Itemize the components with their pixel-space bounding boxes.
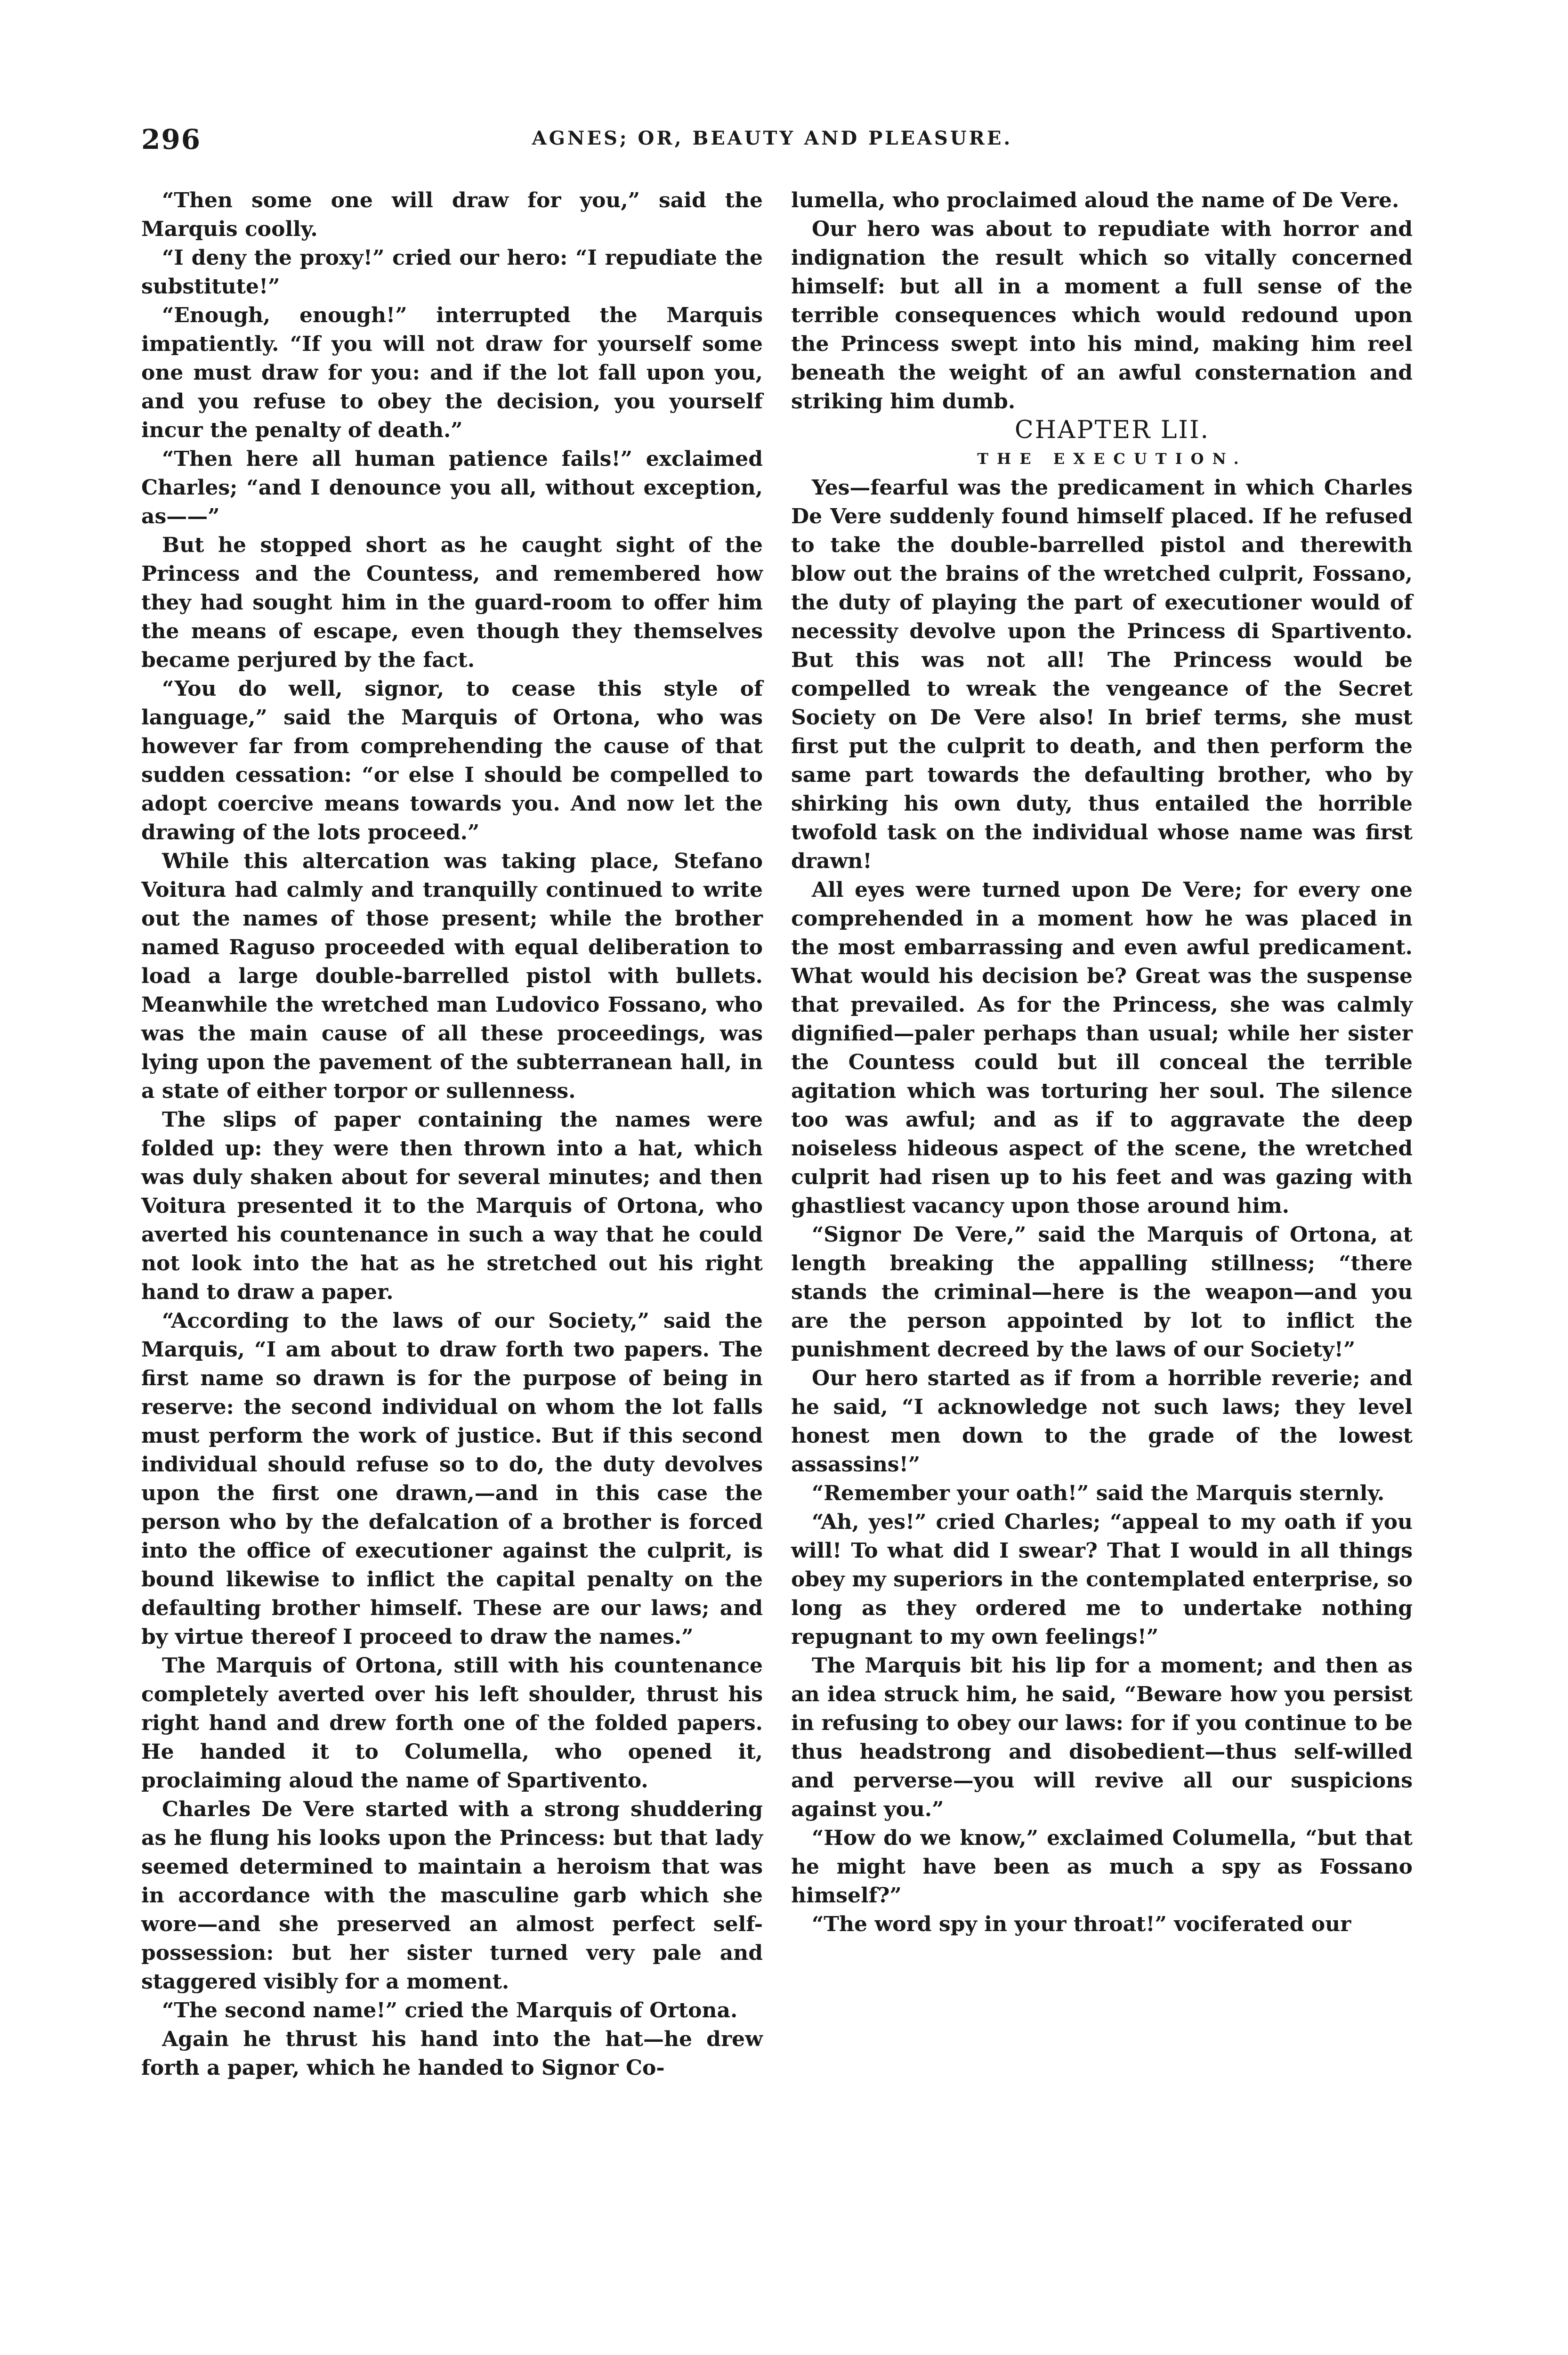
- paragraph: “According to the laws of our Society,” said the Marquis, “I am about to draw forth two papers. The first name so drawn is for the purpose of being in reserve: the second individual on whom the lot falls must perform the work of justice. But if this second individual should refuse so to do, the duty devolves upon the first one drawn,—and in this case the person who by the defalcation of a brother is forced into the office of executioner against the culprit, is bound likewise to inflict the capital penalty on the defaulting brother himself. These are our laws; and by virtue thereof I proceed to draw the names.”: [141, 1309, 763, 1649]
- paragraph: While this altercation was taking place, Stefano Voitura had calmly and tranquilly continued to write out the names of those present; while the brother named Raguso proceeded with equal deliberation to load a large double-barrelled pistol with bullets. Meanwhile the wretched man Ludovico Fossano, who was the main cause of all these proceedings, was lying upon the pavement of the subterranean hall, in a state of either torpor or sullenness.: [141, 849, 763, 1103]
- paragraph: “Remember your oath!” said the Marquis sternly.: [812, 1481, 1385, 1505]
- left-column: [141, 186, 763, 2082]
- paragraph: The Marquis of Ortona, still with his countenance completely averted over his left shoulder, thrust his right hand and drew forth one of the folded papers. He handed it to Columella, who opened it, proclaiming aloud the name of Spartivento.: [141, 1654, 763, 1793]
- paragraph: “The word spy in your throat!” vociferated our: [812, 1912, 1351, 1936]
- paragraph: The Marquis bit his lip for a moment; and then as an idea struck him, he said, “Beware how you persist in refusing to obey our laws: for if you continue to be thus headstrong and disobedient—thus self-willed and perverse—you will revive all our suspicions against you.”: [791, 1654, 1413, 1821]
- paragraph: “Then some one will draw for you,” said the Marquis coolly.: [141, 188, 763, 241]
- paragraph: Yes—fearful was the predicament in which Charles De Vere suddenly found himself placed. If he refused to take the double-barrelled pistol and therewith blow out the brains of the wretched culprit, Fossano, the duty of playing the part of executioner would of necessity devolve upon the Princess di Spartivento. But this was not all! The Princess would be compelled to wreak the vengeance of the Secret Society on De Vere also! In brief terms, she must first put the culprit to death, and then perform the same part towards the defaulting brother, who by shirking his own duty, thus entailed the horrible twofold task on the individual whose name was first drawn!: [791, 476, 1413, 873]
- paragraph: All eyes were turned upon De Vere; for every one comprehended in a moment how he was placed in the most embarrassing and even awful predicament. What would his decision be? Great was the suspense that prevailed. As for the Princess, she was calmly dignified—paler perhaps than usual; while her sister the Countess could but ill conceal the terrible agitation which was torturing her soul. The silence too was awful; and as if to aggravate the deep noiseless hideous aspect of the scene, the wretched culprit had risen up to his feet and was gazing with ghastliest vacancy upon those around him.: [791, 878, 1413, 1218]
- paragraph: “You do well, signor, to cease this style of language,” said the Marquis of Ortona, who was however far from comprehending the cause of that sudden cessation: “or else I should be compelled to adopt coercive means towards you. And now let the drawing of the lots proceed.”: [141, 677, 763, 845]
- paragraph: “How do we know,” exclaimed Columella, “but that he might have been as much a spy as Fossano himself?”: [791, 1826, 1413, 1908]
- paragraph: But he stopped short as he caught sight of the Princess and the Countess, and remembered how they had sought him in the guard-room to offer him the means of escape, even though they themselves became perjured by the fact.: [141, 533, 763, 672]
- right-column: [791, 186, 1413, 1939]
- paragraph: “The second name!” cried the Marquis of Ortona.: [162, 1998, 738, 2022]
- paragraph: Again he thrust his hand into the hat—he drew forth a paper, which he handed to Signor Co-: [141, 2027, 763, 2080]
- paragraph: “Signor De Vere,” said the Marquis of Ortona, at length breaking the appalling stillness; “there stands the criminal—here is the weapon—and you are the person appointed by lot to inflict the punishment decreed by the laws of our Society!”: [791, 1223, 1413, 1362]
- page-header: [141, 123, 1403, 166]
- page-number: 296: [141, 123, 202, 155]
- paragraph: “Ah, yes!” cried Charles; “appeal to my oath if you will! To what did I swear? That I would in all things obey my superiors in the contemplated enterprise, so long as they ordered me to undertake nothing repugnant to my own feelings!”: [791, 1510, 1413, 1649]
- paragraph: “Then here all human patience fails!” exclaimed Charles; “and I denounce you all, without exception, as——”: [141, 447, 763, 528]
- chapter-title: CHAPTER LII.: [1014, 416, 1210, 444]
- paragraph: “I deny the proxy!” cried our hero: “I repudiate the substitute!”: [141, 246, 763, 299]
- paragraph: “Enough, enough!” interrupted the Marquis impatiently. “If you will not draw for yourself some one must draw for you: and if the lot fall upon you, and you refuse to obey the decision, you yourself incur the penalty of death.”: [141, 303, 763, 442]
- paragraph: Our hero started as if from a horrible reverie; and he said, “I acknowledge not such laws; they level honest men down to the grade of the lowest assassins!”: [791, 1366, 1413, 1477]
- chapter-subtitle: THE EXECUTION.: [977, 450, 1247, 468]
- paragraph-continuation: lumella, who proclaimed aloud the name of De Vere.: [791, 188, 1399, 212]
- paragraph: The slips of paper containing the names were folded up: they were then thrown into a hat, which was duly shaken about for several minutes; and then Voitura presented it to the Marquis of Ortona, who averted his countenance in such a way that he could not look into the hat as he stretched out his right hand to draw a paper.: [141, 1108, 763, 1304]
- running-head: AGNES; OR, BEAUTY AND PLEASURE.: [532, 127, 1013, 149]
- paragraph: Charles De Vere started with a strong shuddering as he flung his looks upon the Princess: but that lady seemed determined to maintain a heroism that was in accordance with the masculine garb which she wore—and she preserved an almost perfect self-possession: but her sister turned very pale and staggered visibly for a moment.: [141, 1797, 763, 1994]
- paragraph: Our hero was about to repudiate with horror and indignation the result which so vitally concerned himself: but all in a moment a full sense of the terrible consequences which would redound upon the Princess swept into his mind, making him reel beneath the weight of an awful consternation and striking him dumb.: [791, 217, 1413, 414]
